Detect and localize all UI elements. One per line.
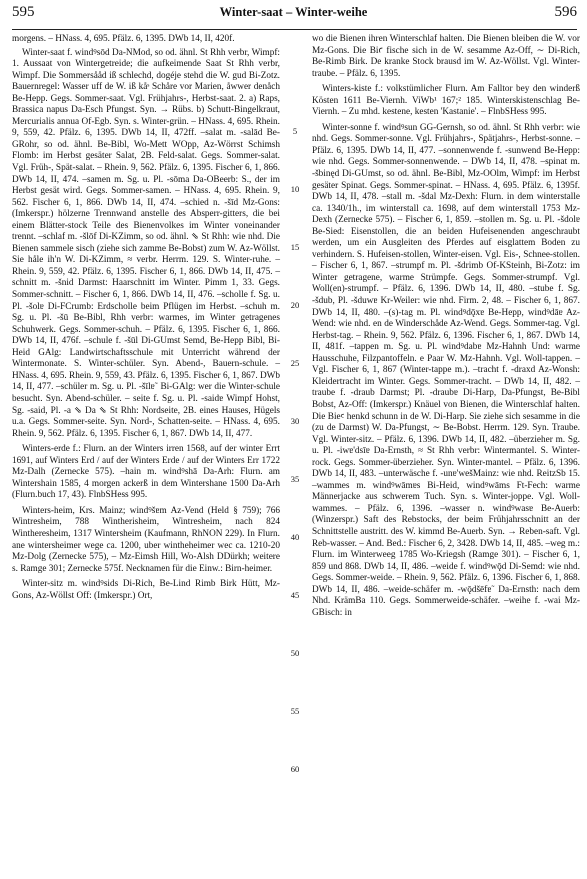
entry-winter-sonne: Winter-sonne f. windꝰsun GG-Gernsh, so od. ähnl. St Rhh verbr: wie nhd. Gegs. Sommer-sonne. Vgl. Frühjahrs-, Spätjahrs-, Herbst-sonne. – Pfälz. 6, 1395. DWb 14, II, 477. –sonnenwende f. -sunwend Be-Hepp: wie nhd. Gegs. Sommer-sonnenwende. – DWb 14, II, 478. –spinat m. -šbinęd Di-GUmst, so od. ähnl. Be-Bibl, Mz-OOlm, Wimpf: im Herbst gesäter Spinat. Gegs. Sommer-spinat. – HNass. 4, 695. Pfälz. 6, 1395f. DWb 14, II, 478. –stall m. -šdal Mz-Dexh: Flurn. in dem winterstalle ca. 1340/1h., im winterstall ca. 1698, auf dem winterstall 1753 Mz-Dexh (Zernecke 575). – Fischer 6, 1, 859. –stollen m. Sg. u. Pl. -šdolɐ Be-Sied: Eisenstollen, die an beiden Hufeisenenden angeschraubt werden, um ein Ausgleiten des Pferdes auf eisglattem Boden zu verhindern. S. Hufeisen-stollen, Winter-eisen. Vgl. Eis-, Schnee-stollen. – Fischer 6, 1, 867. –strumpf m. Pl. -šdrimb Of-KSteinh, Bi-Zotz: im Winter getragene, warme Strümpfe. Gegs. Sommer-strumpf. Vgl. Woll(en)-strumpf. – Pfälz. 6, 1396. DWb 14, II, 480. –stube f. Sg. -šdub, Pl. -šduwɐ Kr-Weiler: wie nhd. Firm. 2, 48. – Fischer 6, 1, 867. DWb 14, II, 480. –(s)-tag m. Pl. windꝰdǭxɐ Be-Hepp, windꝰdāɐ Az-Wend: wie nhd. en de Winderschåde Az-Wend. Gegs. Sommer-tag. Vgl. Herbst-tag. – Rhein. 9, 562. Pfälz. 6, 1396. Fischer 6, 1, 867. DWb 14, II, 481f. –tappen m. Sg. u. Pl. windꝰdabɐ Mz-Hahnh Und: warme Hausschuhe, Filzpantoffeln. e Paar W. Mz-Hahnh. Vgl. Woll-tappen. – Vgl. Fischer 6, 1, 867 (Winter-tappe m.). –tracht f. -draxd Az-Wonsh: Kleidertracht im Winter. Gegs. Sommer-tracht. – DWb 14, II, 482. –traube f. -draub Darmst; Pl. -draubɐ Di-Harp, Da-Pfungst, Be-Bibl Bobst, Az-Off: (Imkerspr.) Knäuel von Bienen, die Winterschlaf halten. Die Bieꜥ henkd schunn in de W. Di-Harp. Sie ziehe sich sesamme in die (zu de Darmst) W. Da-Pfungst, ∼ Be-Bobst. Herrm. 129. Syn. Traube. Vgl. Winter-sitz. – Pfälz. 6, 1396. DWb 14, II, 482. –überzieher m. Sg. u. Pl. -iwɐ'dsīɐ Da-Ernsth, ≈ St Rhh verbr: Wintermantel. S. Winter-rock. Gegs. Sommer-überzieher. Syn. Winter-mantel. – Pfälz. 6, 1396. DWb 14, II, 483. –unterwäsche f. -unɐ'wešMainz: wie nhd. ReitzSb 15. –wammes m. windꝰwāmɐs Bi-Heid, windꝰwāms Ft-Fech: warme Männerjacke aus schwerem Tuch. Syn. s. Winter-joppe. Vgl. Woll-wammes. – Pfälz. 6, 1396. –wasser n. windꝰwasɐ Be-Auerb: (Winzerspr.) Saft des Rebstocks, der beim Frühjahrsschnitt an der Schnittstelle austritt. des W. kimmd Be-Auerb. Syn. → Reben-saft. Vgl. Reb-wasser. – And. Bed.: Fischer 6, 2, 3428. DWb 14, II, 485. –weg m.: Flurn. im Winterweeg 1785 Wo-Kriegsh (Ramge 301). – Fischer 6, 1, 859 und 868. DWb 14, II, 486. –weide f. windꝰwǭd Di-Semd: wie nhd. Gegs. Sommer-weide. – Rhein. 9, 562. Pfälz. 6, 1396. Fischer 6, 1, 868. DWb 14, II, 486. –weide-schäfer m. -wǭdšēfɐ˜ Da-Ernsth: nach dem Nhd. KrämBa 110. Gegs. Sommerweide-schäfer. –weihe f. -wai Mz-GBisch: in (312, 122, 580, 618)
line-number: 35 (290, 474, 300, 484)
line-number: 15 (290, 242, 300, 252)
line-number: 20 (290, 300, 300, 310)
line-number: 60 (290, 764, 300, 774)
entry-winter-saat-continuation: morgens. – HNass. 4, 695. Pfälz. 6, 1395. DWb 14, II, 420f. (12, 34, 235, 44)
line-number: 10 (290, 184, 300, 194)
line-number: 50 (290, 648, 300, 658)
line-number: 45 (290, 590, 300, 600)
header-rule (12, 29, 577, 30)
line-number: 30 (290, 416, 300, 426)
entry-winters-kiste: Winters-kiste f.: volkstümlicher Flurn. Am Falltor bey den winderß Kösten 1611 Be-Viernh. ViWb¹ 167;² 185. Winterskistenschlag Be-Viernh. – Zu mhd. kestene, kesten 'Kastanie'. – FlnbSHess 995. (312, 84, 580, 118)
line-number: 25 (290, 358, 300, 368)
entry-winter-saat: Winter-saat f. windꝰsōd Da-NMod, so od. ähnl. St Rhh verbr, Wimpf: 1. Aussaat von Wintergetreide; die aufkeimende Saat St Rhh verbr, Wimpf. Die Sommersååd iß schlechd, dogéje stehd die W. gud Bi-Zotz. Bauernregel: Wasser uff de W. iß kåˢ Schåre vor Marien, åwwer denåch Be-Hepp. Gegs. Sommer-saat. Vgl. Frühjahrs-, Herbst-saat. 2. a) Raps, Brassica napus Da-Esch Pfungst. Syn. → Rübs. b) Schutt-Bingelkraut, Mercurialis annua Of-Egb. Syn. s. Winter-grün. – HNass. 4, 695. Rhein. 9, 559, 42. Pfälz. 6, 1395. DWb 14, II, 472ff. –salat m. -salād Be-GRohr, so od. ähnl. Be-Bibl, Wo-Mett WOpp, Az-Wörrst Schimsh Flomb: im Herbst gesäter Salat, 2B. Feld-salat. Gegs. Sommer-salat. Vgl. Früh-, Spät-salat. – Rhein. 9, 562. Pfälz. 6, 1395. Fischer 6, 1, 866. DWb 14, II, 474. –samen m. Sg. u. Pl. -sōma Da-OBeerb: S., der im Herbst gesät wird. Gegs. Sommer-samen. – HNass. 4, 695. Rhein. 9, 562. Fischer 6, 1, 866. DWb 14, II, 474. –schied n. -šīd Mz-Gons: (Imkerspr.) hölzerne Trennwand anstelle des Absperr-gitters, die bei einem Blätter-stock Teile des Bienenvolkes im Winter voneinander trennt. –schlaf m. -šlōf Di-KZimm, so od. ähnl. ⇘ St Rhh: wie nhd. Die Bienen sammele sisch (ziehe sich zamme Be-Bobst) zum W. Az-Wöllst. Sie håle ih'n W. Di-KZimm, ≈ verbr. Herrm. 129. S. Winter-ruhe. – Rhein. 9, 559, 42. Pfälz. 6, 1395. Fischer 6, 1, 866. DWb 14, II, 475. –schnitt m. -šnid Darmst: Haarschnitt im Winter. Pimm 1, 33. Gegs. Sommer-schnitt. – Fischer 6, 1, 866. DWb 14, II, 476. –scholle f. Sg. u. Pl. -šolɐ Di-FCrumb: Erdscholle beim Pflügen im Herbst. –schuh m. Sg. u. Pl. -šū Be-Bibl, Rhh verbr: warmes, im Winter getragenes Schuhwerk. Gegs. Sommer-schuh. – Pfälz. 6, 1395. Fischer 6, 1, 866. DWb 14, II, 476f. –schule f. -šūl Di-GUmst Semd, Be-Hepp Bibl, Bi-Heid GAlg: Landwirtschaftsschule mit Unterricht während der Wintermonate. S. Winter-schüler. Syn. Abend-, Bauern-schule. – HNass. 4, 695. Rhein. 9, 559, 43. Pfälz. 6, 1395. Fischer 6, 1, 867. DWb 14, II, 477. –schüler m. Sg. u. Pl. -šīlɐ˜ Bi-GAlg: wer die Winter-schule besucht. Syn. Abend-schüler. – seite f. Sg. u. Pl. -saidɐ Wimpf Hohst, Sg. -said, Pl. -a ⇘ Da ⇘ St Rhh: Nordseite, 2B. eines Hauses, Hügels u.a. Gegs. Sommer-seite. Syn. Nord-, Schatten-seite. – HNass. 4, 695. Rhein. 9, 562. Pfälz. 6, 1395. Fischer 6, 1, 867. DWb 14, II, 477. (12, 47, 280, 439)
entry-winter-sitz: Winter-sitz m. windꝰsids Di-Rich, Be-Lind Rimb Birk Hütt, Mz-Gons, Az-Wöllst Off: (Imkerspr.) Ort, (12, 579, 280, 601)
page-header (0, 4, 587, 26)
line-number: 55 (290, 706, 300, 716)
entry-winters-erde: Winters-erde f.: Flurn. an der Winters irren 1568, auf der winter Errt 1691, auf Winters Erd / auf der Winters Erde / auf der Winters Err 1722 Mz-Dalh (Zernecke 575). –hain m. windꝰshā Da-Arh: Flurn. am Wintershain 1585, 4 morgen ackerß in dem Wintershane 1500 Da-Arh (Flurn.buch 17, 43). FlnbSHess 995. (12, 444, 280, 501)
line-number-gutter (283, 34, 307, 864)
right-column (312, 34, 580, 621)
entry-winter-sitz-continuation: wo die Bienen ihren Winterschlaf halten. Die Bienen bleiben die W. vor Mz-Gons. Die Biꜥ fische sich in de W. sesamme Az-Off, ∼ Di-Rich, Be-Rimb Birk. De kranke Stock brausd im W. Az-Wöllst. Vgl. Winter-traube. – Pfälz. 6, 1395. (312, 34, 580, 79)
page-number-right: 596 (554, 4, 577, 20)
left-column (12, 34, 280, 604)
running-title: Winter-saat – Winter-weihe (219, 5, 368, 19)
entry-winters-heim: Winters-heim, Krs. Mainz; windꝰšɐm Az-Vend (Held § 759); 766 Wintresheim, 788 Wintherisheim, Wintresheim, nach 824 Wintheresheim, 1317 Wintersheim (Kaufmann, RhNON 229). In Flurn. ane wintersheimer wege ca. 1200, uber wintheheimer wec ca. 1210-20 Mz-Dolg (Zernecke 575), – Mz-Eimsh Hill, Wo-Alsh DDürkh; weitere s. Ramge 301; Zernecke 575f. Necknamen für die Einw.: Birn-heimer. (12, 505, 280, 574)
line-number: 40 (290, 532, 300, 542)
page-number-left: 595 (12, 4, 35, 20)
line-number: 5 (292, 126, 298, 136)
